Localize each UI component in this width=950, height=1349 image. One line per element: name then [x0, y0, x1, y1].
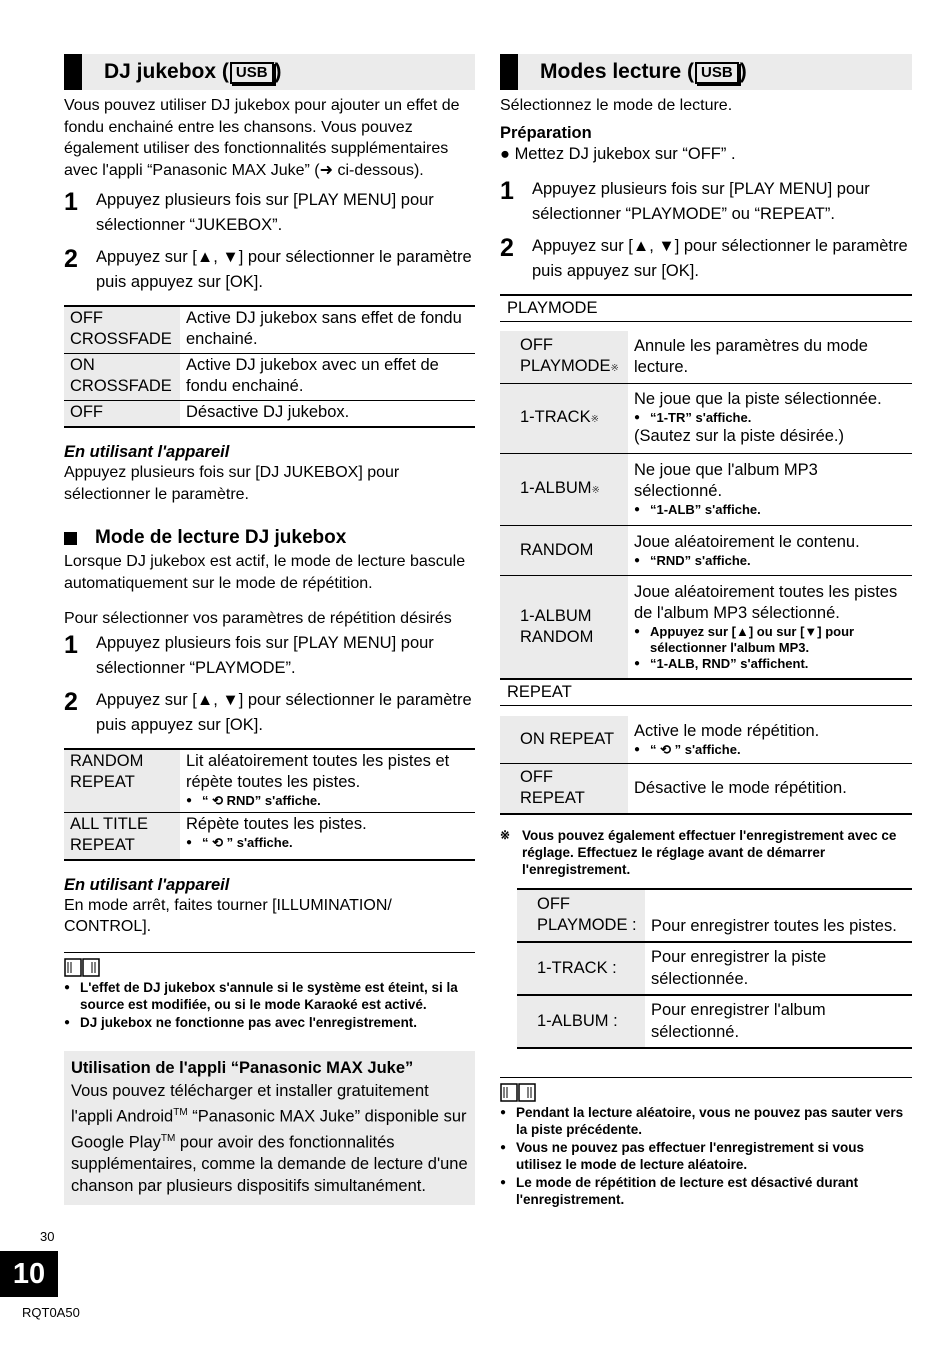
- book-icon: [500, 1083, 536, 1103]
- using-text: En mode arrêt, faites tourner [ILLUMINATION/ CONTROL].: [64, 896, 392, 935]
- note-item: ● Le mode de répétition de lecture est désactivé durant l'enregistrement.: [500, 1174, 912, 1208]
- box-text: [71, 1081, 468, 1198]
- table-row: [64, 812, 475, 860]
- header-bar: [64, 54, 82, 90]
- step-number: 2: [64, 245, 78, 273]
- footnote-mark: ※: [500, 827, 511, 842]
- note-item: ● L'effet de DJ jukebox s'annule si le système est éteint, si la source est modifiée, ou si le mode Karaoké est activé.: [64, 979, 475, 1013]
- rec-value: Pour enregistrer toutes les pistes.: [651, 916, 897, 935]
- box-text-part: pour avoir des fonctionnalités supplémentaires, comme la demande de lecture d'une chanson par plusieurs dispositifs simultanément.: [71, 1133, 468, 1195]
- crossfade-table: [64, 305, 475, 428]
- rec-key: OFF PLAYMODE :: [517, 889, 645, 943]
- table-row: [517, 889, 912, 943]
- step-1: [64, 632, 475, 681]
- step-number: 1: [64, 188, 78, 216]
- using-text: Appuyez plusieurs fois sur [DJ JUKEBOX] pour sélectionner le paramètre.: [64, 464, 400, 503]
- mode-text: Joue aléatoirement le contenu.: [634, 532, 860, 551]
- subsection-text-2: Pour sélectionner vos paramètres de répétition désirés: [64, 610, 452, 627]
- step-2: [64, 246, 475, 295]
- prep-title: Préparation: [500, 123, 592, 142]
- mode-value: [628, 383, 912, 453]
- section-title: [540, 60, 747, 84]
- group-label: REPEAT: [500, 679, 912, 706]
- mode-text: Ne joue que la piste sélectionnée.: [634, 390, 882, 408]
- box-title: Utilisation de l'appli “Panasonic MAX Juke”: [71, 1058, 414, 1077]
- subsection-text: Lorsque DJ jukebox est actif, le mode de lecture bascule automatiquement sur le mode de répétition.: [64, 553, 466, 592]
- footnote-mark: ※: [591, 484, 600, 496]
- mode-key-text: 1-TRACK: [520, 407, 591, 426]
- option-key: ON CROSSFADE: [64, 354, 180, 401]
- mode-key: RANDOM: [500, 525, 628, 575]
- title-text: DJ jukebox (: [104, 60, 229, 83]
- mode-key: [500, 331, 628, 383]
- model-number: RQT0A50: [22, 1305, 80, 1320]
- mode-bullet: ● “1-ALB, RND” s'affichent.: [634, 656, 906, 672]
- step-1: [500, 178, 912, 227]
- trademark: TM: [173, 1107, 188, 1118]
- mode-bullet: ● “1-ALB” s'affiche.: [634, 502, 906, 518]
- table-row: [500, 525, 912, 575]
- mode-bullet: ● “RND” s'affiche.: [634, 553, 906, 569]
- mode-key-text: OFF PLAYMODE: [520, 335, 611, 375]
- box-text-part: “Panasonic MAX Juke” disponible sur Google Play: [71, 1107, 467, 1152]
- mode-text-2: (Sautez sur la piste désirée.): [634, 427, 845, 445]
- option-value: Désactive DJ jukebox.: [186, 403, 350, 421]
- step-1: [64, 189, 475, 238]
- usb-icon: USB: [230, 62, 274, 84]
- footnote-mark: ※: [610, 362, 619, 374]
- page-number: 30: [40, 1229, 55, 1244]
- title-close: ): [274, 60, 282, 83]
- step-text: Appuyez sur [▲, ▼] pour sélectionner le paramètre puis appuyez sur [OK].: [96, 248, 472, 291]
- step-text: Appuyez plusieurs fois sur [PLAY MENU] pour sélectionner “JUKEBOX”.: [96, 191, 434, 234]
- trademark: TM: [160, 1133, 176, 1144]
- option-text: Lit aléatoirement toutes les pistes et répète toutes les pistes.: [186, 751, 450, 791]
- rec-key: 1-ALBUM :: [517, 995, 645, 1048]
- table-row: [500, 764, 912, 814]
- table-row: [517, 942, 912, 995]
- mode-bullet: ● “1-TR” s'affiche.: [634, 410, 906, 426]
- mode-value: [628, 525, 912, 575]
- option-key: OFF CROSSFADE: [64, 306, 180, 354]
- subsection-title: [64, 527, 475, 549]
- notes: [500, 1077, 912, 1208]
- spacer-cell: [500, 706, 912, 716]
- option-bullet: ● “ ⟲ RND” s'affiche.: [186, 793, 475, 809]
- step-text: Appuyez plusieurs fois sur [PLAY MENU] pour sélectionner “PLAYMODE”.: [96, 633, 434, 677]
- subsection-title-text: Mode de lecture DJ jukebox: [95, 527, 347, 548]
- group-row: [500, 295, 912, 322]
- note-item: ● Pendant la lecture aléatoire, vous ne pouvez pas sauter vers la piste précédente.: [500, 1104, 912, 1138]
- rec-key: 1-TRACK :: [517, 942, 645, 995]
- group-label: PLAYMODE: [500, 295, 912, 322]
- mode-key: [500, 383, 628, 453]
- table-row: [500, 331, 912, 383]
- spacer: [500, 706, 912, 716]
- option-key: RANDOM REPEAT: [64, 749, 180, 813]
- table-row: [64, 306, 475, 354]
- mode-text: Joue aléatoirement toutes les pistes de l'album MP3 sélectionné.: [634, 582, 898, 622]
- option-key: OFF: [64, 401, 180, 428]
- table-row: [64, 401, 475, 428]
- title-text: Modes lecture (: [540, 60, 695, 83]
- footnote-mark: ※: [590, 413, 599, 425]
- note-item: ● Vous ne pouvez pas effectuer l'enregistrement si vous utilisez le mode de lecture aléatoire.: [500, 1139, 912, 1173]
- footnote-text: Vous pouvez également effectuer l'enregistrement avec ce réglage. Effectuez le réglage avant de démarrer l'enregistrement.: [522, 827, 897, 877]
- mode-value: Annule les paramètres du mode lecture.: [634, 336, 868, 376]
- mode-key-text: 1-ALBUM: [520, 478, 592, 497]
- modes-lecture-header: [500, 54, 912, 90]
- prep-item: ● Mettez DJ jukebox sur “OFF” .: [500, 145, 736, 163]
- box-text-part: Vous pouvez télécharger et installer gratuitement l'appli Android: [71, 1081, 429, 1126]
- recording-table: [517, 888, 912, 1050]
- step-number: 1: [64, 630, 78, 659]
- app-info-box: [64, 1051, 475, 1206]
- mode-key: OFF REPEAT: [500, 764, 628, 814]
- mode-value: [628, 453, 912, 525]
- mode-value: [628, 716, 912, 764]
- mode-bullet: ● Appuyez sur [▲] ou sur [▼] pour sélectionner l'album MP3.: [634, 624, 906, 656]
- using-title: En utilisant l'appareil: [64, 443, 230, 461]
- option-value: [180, 749, 475, 813]
- rec-value: Pour enregistrer la piste sélectionnée.: [651, 948, 827, 988]
- table-row: [64, 354, 475, 401]
- rec-value: Pour enregistrer l'album sélectionné.: [651, 1001, 826, 1041]
- notes: [64, 952, 475, 1031]
- mode-text: Active le mode répétition.: [634, 721, 820, 740]
- option-value: Active DJ jukebox avec un effet de fondu enchainé.: [186, 356, 439, 395]
- footnote: [500, 827, 912, 878]
- table-row: [500, 453, 912, 525]
- table-row: [500, 716, 912, 764]
- mode-key: [500, 453, 628, 525]
- mode-key: 1-ALBUM RANDOM: [500, 575, 628, 679]
- intro-text: Sélectionnez le mode de lecture.: [500, 97, 733, 114]
- note-item: ● DJ jukebox ne fonctionne pas avec l'enregistrement.: [64, 1014, 475, 1031]
- mode-bullet: ● “ ⟲ ” s'affiche.: [634, 742, 906, 758]
- using-title: En utilisant l'appareil: [64, 875, 230, 894]
- table-row: [517, 995, 912, 1048]
- option-bullet: ● “ ⟲ ” s'affiche.: [186, 835, 475, 851]
- step-number: 2: [64, 687, 78, 716]
- mode-value: [628, 575, 912, 679]
- option-value: Active DJ jukebox sans effet de fondu enchainé.: [186, 309, 462, 348]
- option-text: Répète toutes les pistes.: [186, 814, 367, 833]
- spacer: [500, 321, 912, 331]
- table-row: [500, 575, 912, 679]
- step-number: 1: [500, 176, 514, 205]
- step-text: Appuyez sur [▲, ▼] pour sélectionner le paramètre puis appuyez sur [OK].: [96, 690, 472, 734]
- usb-icon: USB: [695, 62, 739, 84]
- step-text: Appuyez plusieurs fois sur [PLAY MENU] pour sélectionner “PLAYMODE” ou “REPEAT”.: [532, 179, 870, 223]
- step-number: 2: [500, 233, 514, 262]
- mode-value: Désactive le mode répétition.: [634, 778, 847, 797]
- intro-text: Vous pouvez utiliser DJ jukebox pour ajouter un effet de fondu enchainé entre les chansons. Vous pouvez également utiliser des fonctionnalités supplémentaires avec l'appli “Panasonic MAX Juke” (➜ ci-dessous).: [64, 97, 460, 179]
- book-icon: [64, 958, 100, 978]
- left-column: [64, 54, 475, 1205]
- step-2: [500, 235, 912, 284]
- mode-text: Ne joue que l'album MP3 sélectionné.: [634, 461, 818, 500]
- playmode-table: [500, 294, 912, 815]
- table-row: [500, 383, 912, 453]
- group-row: [500, 679, 912, 706]
- header-bar: [500, 54, 518, 90]
- right-column: [500, 54, 912, 1208]
- title-close: ): [739, 60, 747, 83]
- dj-jukebox-header: [64, 54, 475, 90]
- chapter-tab: 10: [0, 1251, 58, 1297]
- repeat-table: [64, 748, 475, 861]
- spacer-cell: [500, 321, 912, 331]
- table-row: [64, 749, 475, 813]
- option-value: [180, 812, 475, 860]
- step-text: Appuyez sur [▲, ▼] pour sélectionner le paramètre puis appuyez sur [OK].: [532, 236, 908, 280]
- section-title: [104, 60, 282, 84]
- prep-item-text: Mettez DJ jukebox sur “OFF” .: [514, 145, 736, 163]
- mode-key: ON REPEAT: [500, 716, 628, 764]
- option-key: ALL TITLE REPEAT: [64, 812, 180, 860]
- step-2: [64, 689, 475, 738]
- square-bullet-icon: [64, 532, 77, 545]
